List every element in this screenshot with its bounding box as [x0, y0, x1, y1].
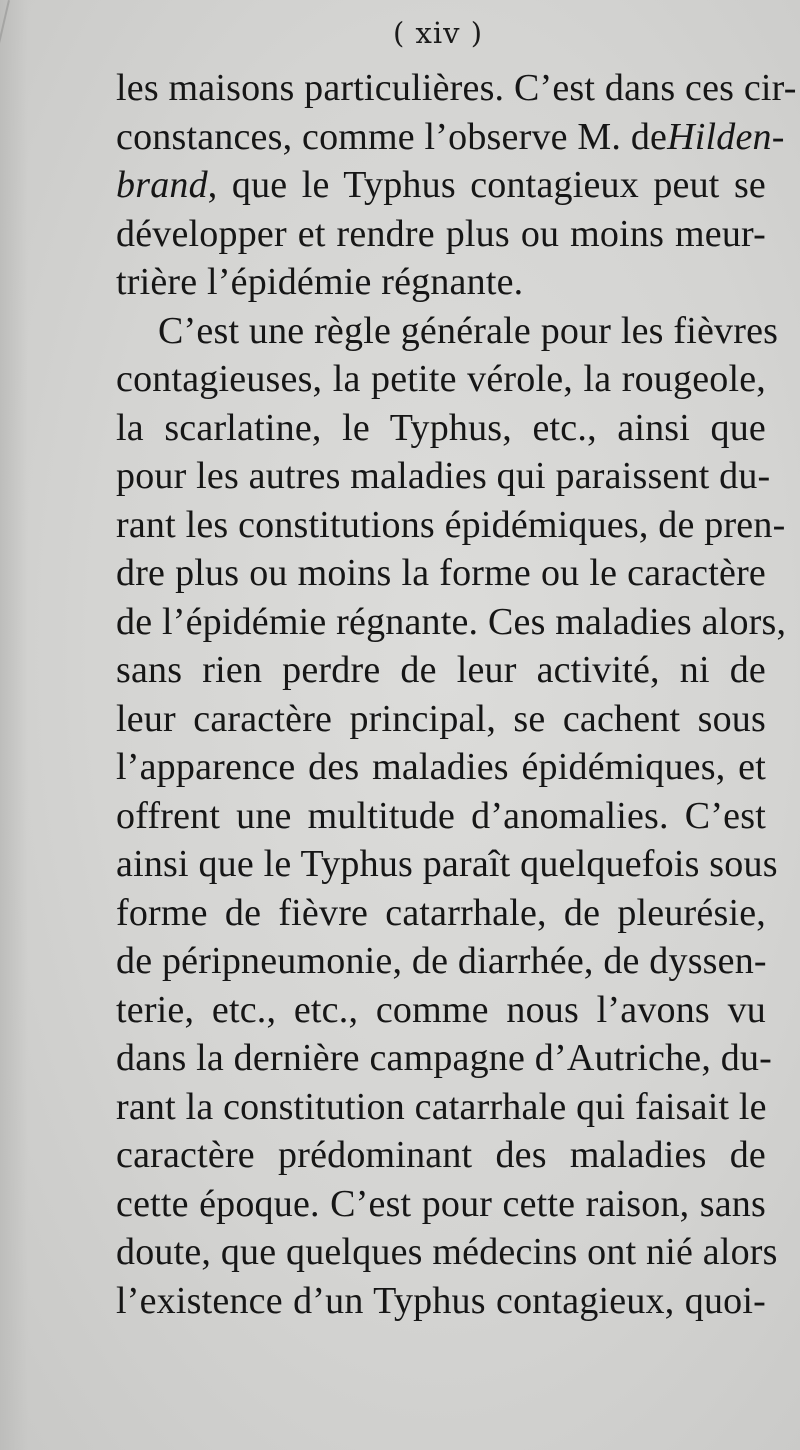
text-line-16: offrent une multitude d’anomalies. C’est [116, 794, 766, 837]
text-line-14: leur caractère principal, se cachent sous [116, 697, 766, 740]
text-line-23: caractère prédominant des maladies de [116, 1134, 766, 1176]
text-line-24: cette époque. C’est pour cette raison, sans [116, 1182, 766, 1225]
text-line-26: l’existence d’un Typhus contagieux, quoi- [116, 1279, 766, 1322]
text-line-25: doute, que quelques médecins ont nié alors [116, 1231, 778, 1273]
text-line-2 [116, 113, 785, 162]
text-line-5: trière l’épidémie régnante. [116, 261, 524, 303]
text-line-19: de péripneumonie, de diarrhée, de dyssen- [116, 940, 767, 982]
text-line-4: développer et rendre plus ou moins meur- [116, 212, 766, 255]
text-line-21: dans la dernière campagne d’Autriche, du- [116, 1037, 773, 1079]
text-line-12: de l’épidémie régnante. Ces maladies alors, [116, 600, 787, 643]
body-text [116, 64, 797, 1325]
text-line-22: rant la constitution catarrhale qui faisait le [116, 1085, 767, 1128]
text-line-10: rant les constitutions épidémiques, de pren- [116, 503, 786, 546]
text-line-15: l’apparence des maladies épidémiques, et [116, 746, 766, 788]
text-line-6: C’est une règle générale pour les fièvres [158, 309, 779, 352]
text-line-3 [116, 161, 766, 210]
page-number: ( xiv ) [392, 16, 484, 50]
text-line-9: pour les autres maladies qui paraissent du- [116, 455, 771, 497]
text-line-8: la scarlatine, le Typhus, etc., ainsi que [116, 406, 766, 449]
text-line-2-start: constances, comme l’observe M. de [116, 115, 668, 158]
text-line-7: contagieuses, la petite vérole, la rougeole, [116, 358, 766, 400]
page-edge-shadow [0, 0, 28, 1450]
author-name-hildenbrand-part2: brand [116, 164, 208, 206]
author-name-hildenbrand-part1: Hilden- [667, 115, 785, 158]
text-line-18: forme de fièvre catarrhale, de pleurésie, [116, 891, 766, 934]
text-line-1: les maisons particulières. C’est dans ces cir- [116, 67, 797, 109]
text-line-13: sans rien perdre de leur activité, ni de [116, 649, 766, 691]
text-line-17: ainsi que le Typhus paraît quelquefois sous [116, 843, 778, 885]
text-line-11: dre plus ou moins la forme ou le caractère [116, 552, 766, 594]
text-line-3-rest: , que le Typhus contagieux peut se [207, 164, 766, 206]
text-line-20: terie, etc., etc., comme nous l’avons vu [116, 988, 766, 1031]
